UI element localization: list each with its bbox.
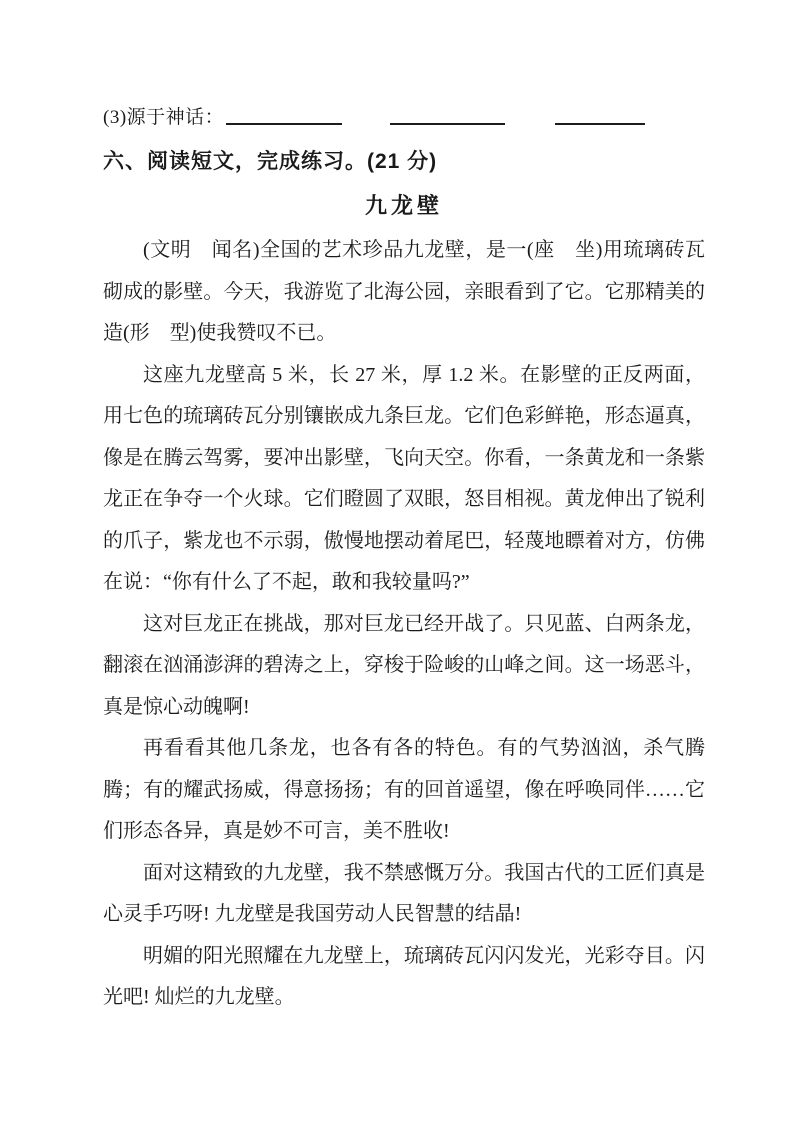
- passage-body: [103, 230, 705, 1019]
- passage-paragraph: 这对巨龙正在挑战，那对巨龙已经开战了。只见蓝、白两条龙，翻滚在汹涌澎湃的碧涛之上，穿梭于险峻的山峰之间。这一场恶斗，真是惊心动魄啊!: [103, 612, 705, 718]
- answer-blank: [226, 103, 342, 125]
- passage-paragraph: 面对这精致的九龙壁，我不禁感慨万分。我国古代的工匠们真是心灵手巧呀! 九龙壁是我国劳动人民智慧的结晶!: [103, 861, 705, 925]
- passage-paragraph: (文明 闻名)全国的艺术珍品九龙壁，是一(座 坐)用琉璃砖瓦砌成的影壁。今天，我游览了北海公园，亲眼看到了它。它那精美的造(形 型)使我赞叹不已。: [103, 239, 705, 344]
- section-heading: 六、阅读短文，完成练习。(21 分): [103, 150, 438, 173]
- answer-blank: [390, 103, 505, 125]
- fill-in-label: (3)源于神话：: [103, 107, 225, 128]
- passage-paragraph: 明媚的阳光照耀在九龙壁上，琉璃砖瓦闪闪发光，光彩夺目。闪光吧! 灿烂的九龙壁。: [103, 944, 705, 1008]
- answer-blank: [555, 103, 645, 125]
- fill-in-line: [103, 101, 705, 131]
- passage-paragraph: 再看看其他几条龙，也各有各的特色。有的气势汹汹，杀气腾腾；有的耀武扬威，得意扬扬；有的回首遥望，像在呼唤同伴……它们形态各异，真是妙不可言，美不胜收!: [103, 737, 705, 842]
- passage-title: 九龙壁: [364, 193, 443, 218]
- passage-paragraph: 这座九龙壁高 5 米，长 27 米，厚 1.2 米。在影壁的正反两面，用七色的琉璃砖瓦分别镶嵌成九条巨龙。它们色彩鲜艳，形态逼真，像是在腾云驾雾，要冲出影壁，飞向天空。你看，一条黄龙和一条紫龙正在争夺一个火球。它们瞪圆了双眼，怒目相视。黄龙伸出了锐利的爪子，紫龙也不示弱，傲慢地摆动着尾巴，轻蔑地瞟着对方，仿佛在说：“你有什么了不起，敢和我较量吗?”: [103, 363, 705, 593]
